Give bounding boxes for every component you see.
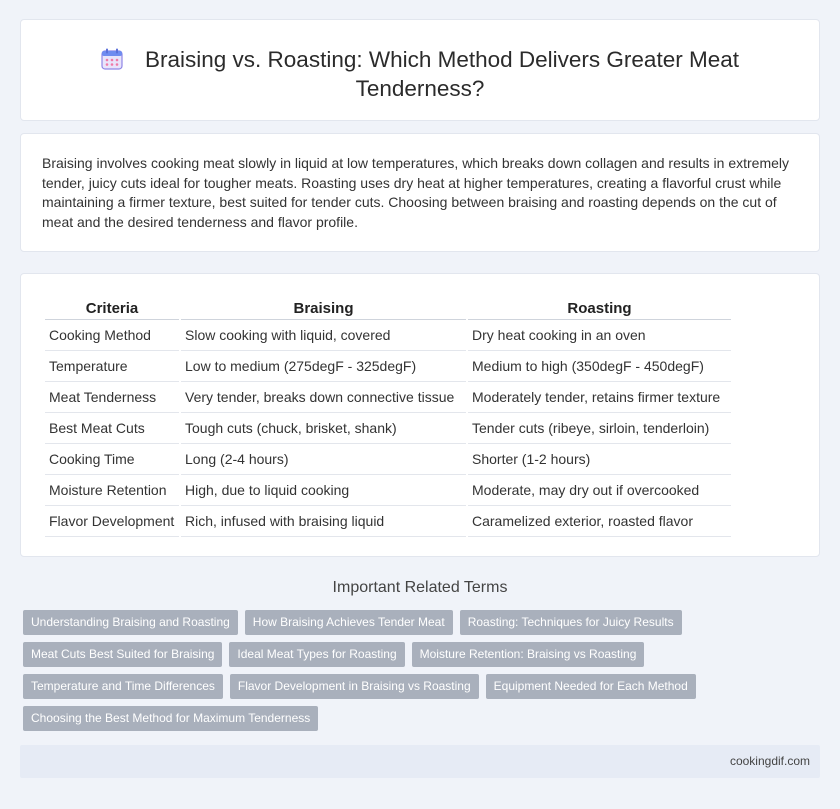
intro-card	[20, 133, 820, 252]
calendar-icon	[101, 48, 123, 70]
title-card	[20, 19, 820, 121]
related-term-tag[interactable]: Temperature and Time Differences	[23, 674, 223, 699]
comparison-card	[20, 273, 820, 557]
roasting-cell: Moderately tender, retains firmer texture	[468, 382, 731, 413]
braising-cell: Tough cuts (chuck, brisket, shank)	[181, 413, 466, 444]
related-terms-list	[23, 610, 723, 738]
related-term-tag[interactable]: Understanding Braising and Roasting	[23, 610, 238, 635]
roasting-cell: Moderate, may dry out if overcooked	[468, 475, 731, 506]
table-row	[45, 413, 731, 444]
criteria-cell: Temperature	[45, 351, 179, 382]
header-roasting: Roasting	[468, 296, 731, 320]
page-title: Braising vs. Roasting: Which Method Delivers Greater Meat Tenderness?	[145, 47, 739, 101]
criteria-cell: Moisture Retention	[45, 475, 179, 506]
roasting-cell: Tender cuts (ribeye, sirloin, tenderloin)	[468, 413, 731, 444]
footer-site-link[interactable]: cookingdif.com	[729, 754, 810, 768]
header-criteria: Criteria	[45, 296, 179, 320]
braising-cell: Slow cooking with liquid, covered	[181, 320, 466, 351]
related-term-tag[interactable]: Meat Cuts Best Suited for Braising	[23, 642, 222, 667]
table-row	[45, 444, 731, 475]
braising-cell: Rich, infused with braising liquid	[181, 506, 466, 537]
related-term-tag[interactable]: Choosing the Best Method for Maximum Tenderness	[23, 706, 318, 731]
related-term-tag[interactable]: Moisture Retention: Braising vs Roasting	[412, 642, 645, 667]
intro-paragraph: Braising involves cooking meat slowly in liquid at low temperatures, which breaks down collagen and results in extremely tender, juicy cuts ideal for tougher meats. Roasting uses dry heat at higher temperatures, creating a flavorful crust while maintaining a firmer texture, best suited for tender cuts. Choosing between braising and roasting depends on the cut of meat and the desired tenderness and flavor profile.	[42, 155, 790, 230]
criteria-cell: Meat Tenderness	[45, 382, 179, 413]
braising-cell: Low to medium (275degF - 325degF)	[181, 351, 466, 382]
roasting-cell: Caramelized exterior, roasted flavor	[468, 506, 731, 537]
criteria-cell: Best Meat Cuts	[45, 413, 179, 444]
page-title-row	[21, 45, 819, 103]
table-row	[45, 506, 731, 537]
table-row	[45, 382, 731, 413]
related-term-tag[interactable]: How Braising Achieves Tender Meat	[245, 610, 453, 635]
table-row	[45, 351, 731, 382]
criteria-cell: Flavor Development	[45, 506, 179, 537]
roasting-cell: Medium to high (350degF - 450degF)	[468, 351, 731, 382]
related-term-tag[interactable]: Equipment Needed for Each Method	[486, 674, 696, 699]
header-braising: Braising	[181, 296, 466, 320]
related-term-tag[interactable]: Roasting: Techniques for Juicy Results	[460, 610, 682, 635]
roasting-cell: Shorter (1-2 hours)	[468, 444, 731, 475]
braising-cell: High, due to liquid cooking	[181, 475, 466, 506]
criteria-cell: Cooking Method	[45, 320, 179, 351]
related-term-tag[interactable]: Flavor Development in Braising vs Roasting	[230, 674, 479, 699]
related-term-tag[interactable]: Ideal Meat Types for Roasting	[229, 642, 404, 667]
comparison-table	[43, 296, 733, 537]
criteria-cell: Cooking Time	[45, 444, 179, 475]
table-row	[45, 475, 731, 506]
roasting-cell: Dry heat cooking in an oven	[468, 320, 731, 351]
table-header-row	[45, 296, 731, 320]
braising-cell: Very tender, breaks down connective tissue	[181, 382, 466, 413]
braising-cell: Long (2-4 hours)	[181, 444, 466, 475]
footer	[20, 745, 820, 778]
related-terms-title: Important Related Terms	[332, 579, 508, 596]
table-row	[45, 320, 731, 351]
